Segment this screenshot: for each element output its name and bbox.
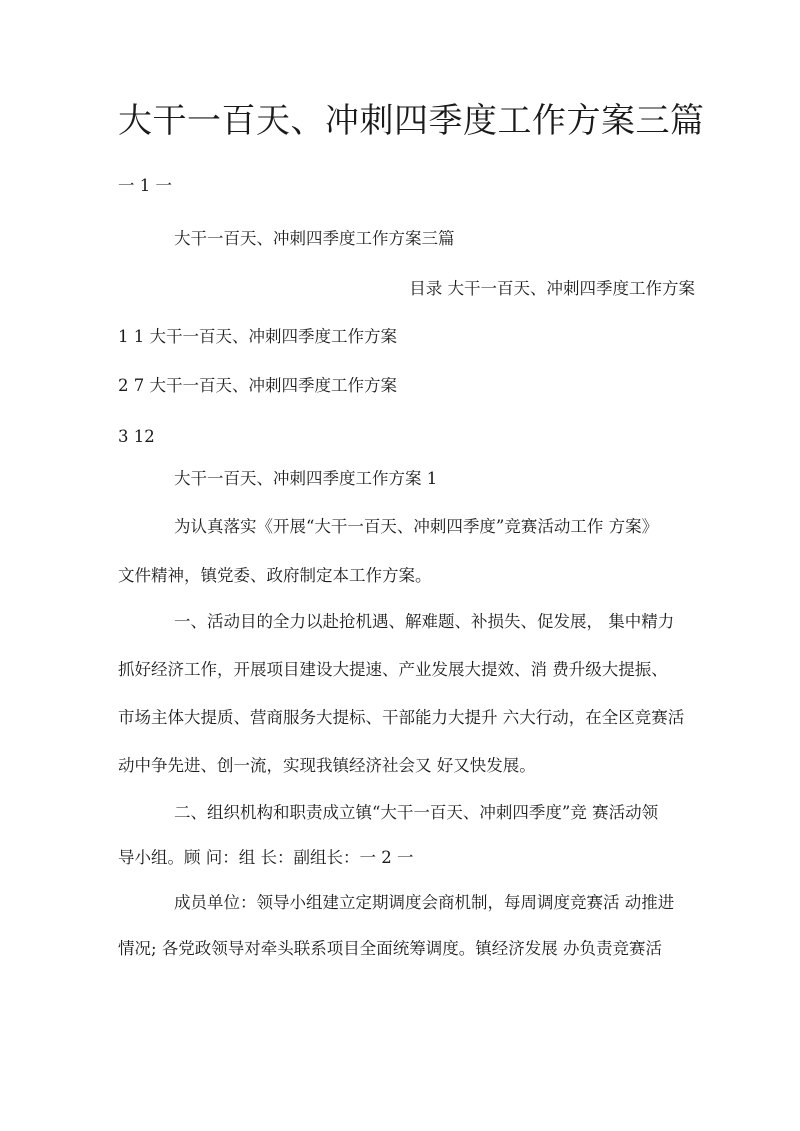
- paragraph-line: 一、活动目的全力以赴抢机遇、解难题、补损失、促发展， 集中精力: [174, 612, 675, 631]
- paragraph-line: 二、组织机构和职责成立镇“大干一百天、冲刺四季度”竞 赛活动领: [174, 803, 659, 822]
- paragraph-line: 文件精神，镇党委、政府制定本工作方案。: [118, 566, 432, 585]
- paragraph-line: 成员单位：领导小组建立定期调度会商机制，每周调度竞赛活 动推进: [174, 893, 675, 912]
- toc-item: 2 7 大干一百天、冲刺四季度工作方案: [118, 376, 397, 395]
- section-title: 大干一百天、冲刺四季度工作方案 1: [174, 469, 438, 488]
- paragraph-line: 市场主体大提质、营商服务大提标、干部能力大提升 六大行动，在全区竞赛活: [118, 708, 685, 727]
- paragraph-line: 抓好经济工作，开展项目建设大提速、产业发展大提效、消 费升级大提振、: [118, 660, 668, 679]
- toc-item: 3 12: [118, 427, 155, 446]
- paragraph-line: 情况; 各党政领导对牵头联系项目全面统筹调度。镇经济发展 办负责竞赛活: [118, 939, 663, 958]
- subtitle: 大干一百天、冲刺四季度工作方案三篇: [174, 229, 455, 248]
- document-title: 大干一百天、冲刺四季度工作方案三篇: [118, 101, 705, 141]
- paragraph-line: 为认真落实《开展“大干一百天、冲刺四季度”竞赛活动工作 方案》: [174, 517, 659, 536]
- page-marker: 一 1 一: [118, 176, 172, 195]
- paragraph-line: 导小组。顾 问：组 长：副组长：一 2 一: [118, 848, 414, 867]
- toc-heading: 目录 大干一百天、冲刺四季度工作方案: [409, 279, 695, 298]
- paragraph-line: 动中争先进、创一流，实现我镇经济社会又 好又快发展。: [118, 756, 536, 775]
- toc-item: 1 1 大干一百天、冲刺四季度工作方案: [118, 327, 397, 346]
